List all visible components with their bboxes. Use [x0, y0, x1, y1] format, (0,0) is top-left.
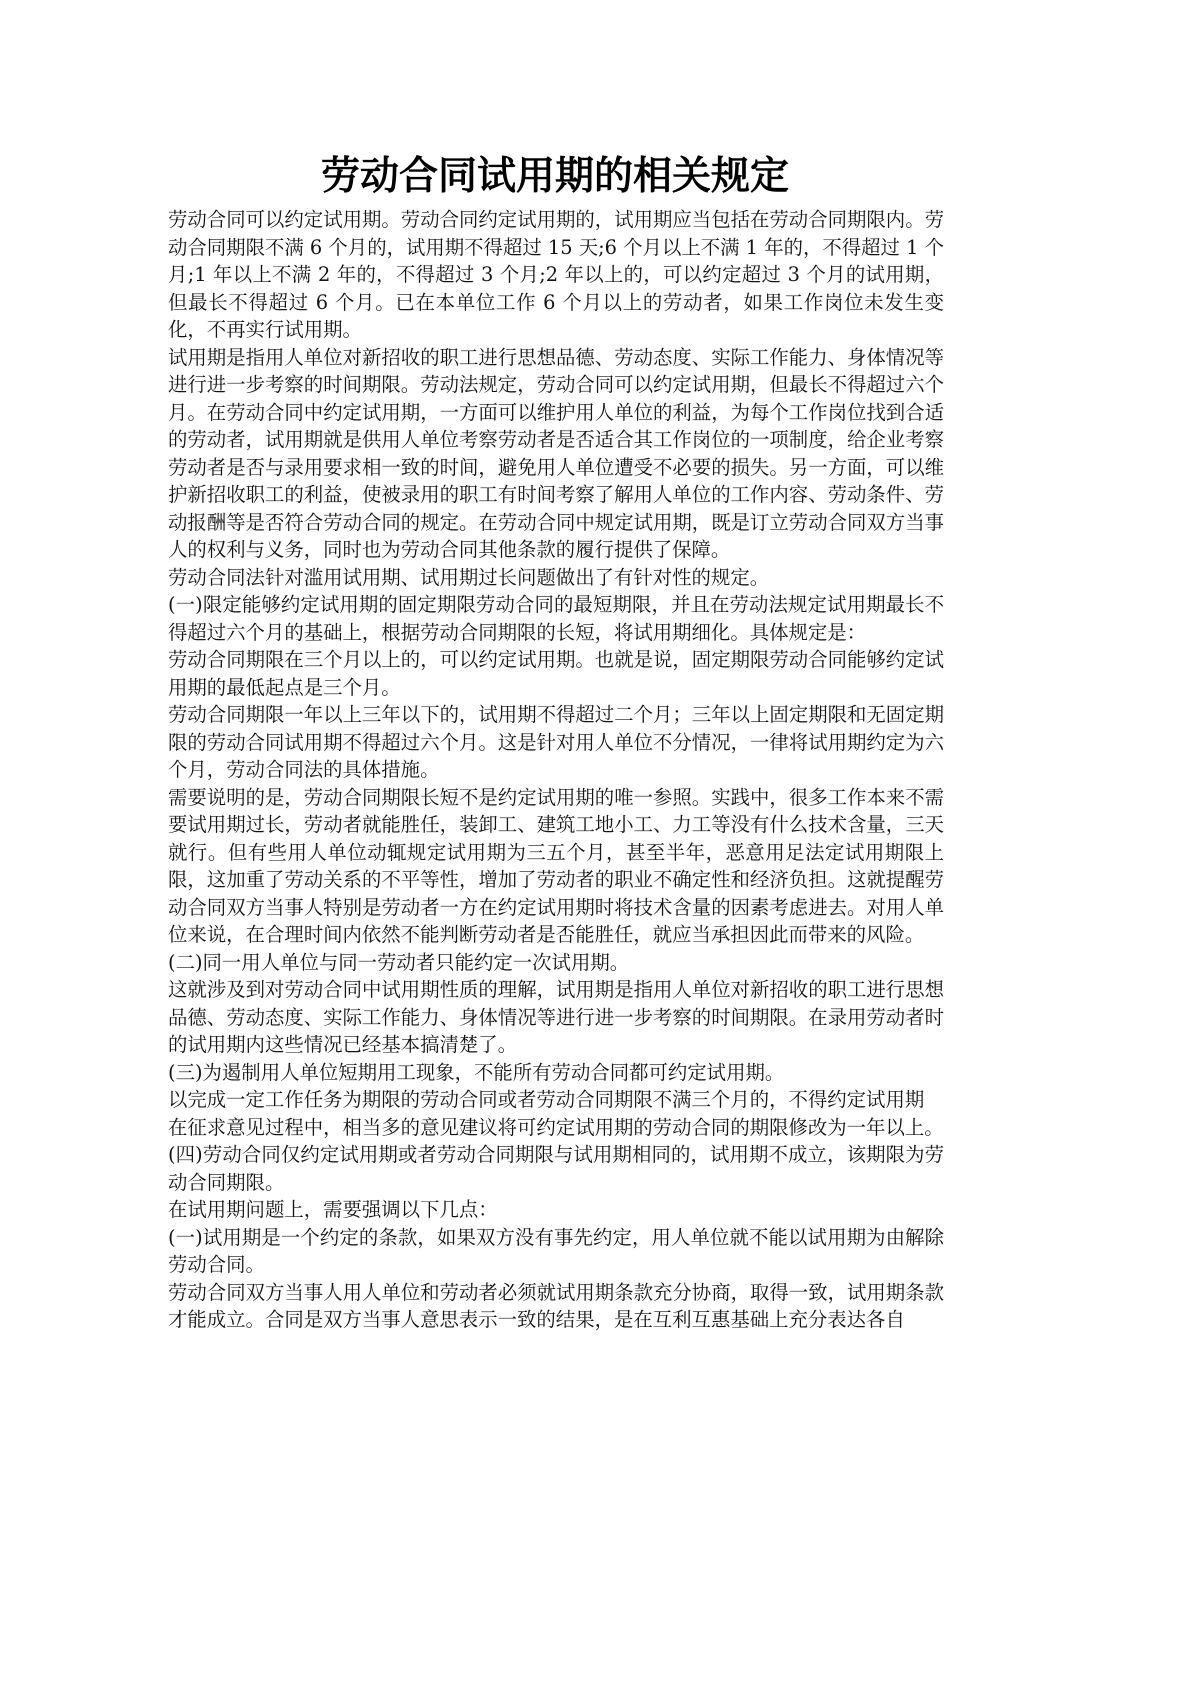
paragraph-point-3: (三)为遏制用人单位短期用工现象，不能所有劳动合同都可约定试用期。	[168, 1060, 785, 1084]
document-body	[168, 206, 944, 1334]
paragraph-point-3-detail: 以完成一定工作任务为期限的劳动合同或者劳动合同期限不满三个月的，不得约定试用期	[168, 1088, 925, 1111]
paragraph-emphasis-1: (一)试用期是一个约定的条款，如果双方没有事先约定，用人单位就不能以试用期为由解除劳动合同。	[168, 1225, 944, 1276]
paragraph-explanation: 需要说明的是，劳动合同期限长短不是约定试用期的唯一参照。实践中，很多工作本来不需要试用期过长，劳动者就能胜任，装卸工、建筑工地小工、力工等没有什么技术含量，三天就行。但有些用人单位动辄规定试用期为三五个月，甚至半年，恶意用足法定试用期限上限，这加重了劳动关系的不平等性，增加了劳动者的职业不确定性和经济负担。这就提醒劳动合同双方当事人特别是劳动者一方在约定试用期时将技术含量的因素考虑进去。对用人单位来说，在合理时间内依然不能判断劳动者是否能胜任，就应当承担因此而带来的风险。	[168, 785, 944, 946]
paragraph-emphasis-intro: 在试用期问题上，需要强调以下几点：	[168, 1198, 498, 1221]
paragraph-trial-period-definition: 试用期是指用人单位对新招收的职工进行思想品德、劳动态度、实际工作能力、身体情况等进行进一步考察的时间期限。劳动法规定，劳动合同可以约定试用期，但最长不得超过六个月。在劳动合同中约定试用期，一方面可以维护用人单位的利益，为每个工作岗位找到合适的劳动者，试用期就是供用人单位考察劳动者是否适合其工作岗位的一项制度，给企业考察劳动者是否与录用要求相一致的时间，避免用人单位遭受不必要的损失。另一方面，可以维护新招收职工的利益，使被录用的职工有时间考察了解用人单位的工作内容、劳动条件、劳动报酬等是否符合劳动合同的规定。在劳动合同中规定试用期，既是订立劳动合同双方当事人的权利与义务，同时也为劳动合同其他条款的履行提供了保障。	[168, 345, 944, 561]
paragraph-mutual-agreement: 劳动合同双方当事人用人单位和劳动者必须就试用期条款充分协商，取得一致，试用期条款才能成立。合同是双方当事人意思表示一致的结果，是在互利互惠基础上充分表达各自	[168, 1280, 944, 1331]
paragraph-one-to-three-years: 劳动合同期限一年以上三年以下的，试用期不得超过二个月；三年以上固定期限和无固定期限的劳动合同试用期不得超过六个月。这是针对用人单位不分情况，一律将试用期约定为六个月，劳动合同法的具体措施。	[168, 703, 944, 781]
paragraph-law-targets-abuse: 劳动合同法针对滥用试用期、试用期过长问题做出了有针对性的规定。	[168, 565, 770, 589]
paragraph-point-1: (一)限定能够约定试用期的固定期限劳动合同的最短期限，并且在劳动法规定试用期最长不得超过六个月的基础上，根据劳动合同期限的长短，将试用期细化。具体规定是：	[168, 593, 944, 644]
paragraph-trial-period-limits: 劳动合同可以约定试用期。劳动合同约定试用期的，试用期应当包括在劳动合同期限内。劳动合同期限不满 6 个月的，试用期不得超过 15 天;6 个月以上不满 1 年的，不得超过 1 个月;1 年以上不满 2 年的，不得超过 3 个月;2 年以上的，可以约定超过 3 个月的试用期，但最长不得超过 6 个月。已在本单位工作 6 个月以上的劳动者，如果工作岗位未发生变化，不再实行试用期。	[168, 208, 944, 341]
paragraph-point-2-detail: 这就涉及到对劳动合同中试用期性质的理解，试用期是指用人单位对新招收的职工进行思想品德、劳动态度、实际工作能力、身体情况等进行进一步考察的时间期限。在录用劳动者时的试用期内这些情况已经基本搞清楚了。	[168, 978, 944, 1056]
document-title: 劳动合同试用期的相关规定	[320, 154, 789, 199]
paragraph-point-4: (四)劳动合同仅约定试用期或者劳动合同期限与试用期相同的，试用期不成立，该期限为劳动合同期限。	[168, 1143, 944, 1194]
paragraph-point-2: (二)同一用人单位与同一劳动者只能约定一次试用期。	[168, 950, 630, 974]
paragraph-three-month-minimum: 劳动合同期限在三个月以上的，可以约定试用期。也就是说，固定期限劳动合同能够约定试用期的最低起点是三个月。	[168, 648, 944, 699]
paragraph-opinion-collection: 在征求意见过程中，相当多的意见建议将可约定试用期的劳动合同的期限修改为一年以上。	[168, 1115, 944, 1139]
